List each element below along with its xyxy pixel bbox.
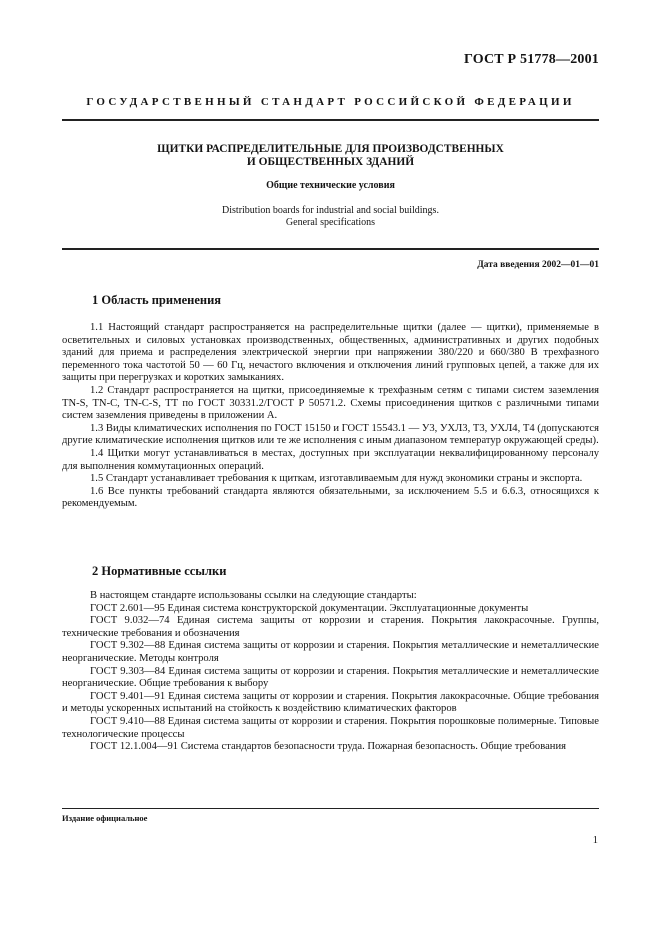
edition-note: Издание официальное [62,813,148,823]
document-title [62,143,599,169]
english-title-line-2: General specifications [285,217,376,228]
paragraph: 1.1 Настоящий стандарт распространяется на распределительные щитки (далее — щитки), применяемые в осветительных и силовых установках производственных, общественных, административных и других подобных зданий для приема и распределения электрической энергии при напряжении 380/220 и 660/380 В трехфазного переменного тока частотой 50 — 60 Гц, нечастого включения и отключения линий групповых цепей, а также для их защиты при перегрузках и коротких замыканиях. [62,322,599,384]
paragraph: 1.5 Стандарт устанавливает требования к щиткам, изготавливаемым для нужд экономики страны и экспорта. [90,473,583,485]
page-number: 1 [592,835,598,846]
section-heading-scope: 1 Область применения [92,293,222,307]
english-title [62,205,599,229]
paragraph: 1.6 Все пункты требований стандарта являются обязательными, за исключением 5.5 и 6.6.3, относящихся к рекомендуемым. [62,485,599,510]
reference-item: ГОСТ 2.601—95 Единая система конструкторской документации. Эксплуатационные документы [90,602,529,614]
reference-item: ГОСТ 9.401—91 Единая система защиты от коррозии и старения. Покрытия лакокрасочные. Общие требования и методы ускоренных испытаний на стойкость к воздействию климатических факторов [62,690,599,715]
section-heading-references: 2 Нормативные ссылки [92,564,227,578]
title-line-2: И ОБЩЕСТВЕННЫХ ЗДАНИЙ [246,156,415,168]
introduction-date: Дата введения 2002—01—01 [477,260,599,270]
paragraph: 1.2 Стандарт распространяется на щитки, присоединяемые к трехфазным сетям с типами систем заземления TN-S, TN-C, TN-C-S, TT по ГОСТ 30331.2/ГОСТ Р 50571.2. Схемы присоединения щитков с различными типами систем заземления приведены в приложении А. [62,384,599,422]
paragraph: 1.3 Виды климатических исполнения по ГОСТ 15150 и ГОСТ 15543.1 — У3, УХЛ3, Т3, УХЛ4, Т4 (допускаются другие климатические исполнения щитков или те же исполнения с иным диапазоном температур окружающей среды). [62,422,599,447]
footer-rule [62,808,599,809]
paragraph: В настоящем стандарте использованы ссылки на следующие стандарты: [90,590,417,601]
paragraph: 1.4 Щитки могут устанавливаться в местах, доступных при эксплуатации неквалифицированному персоналу для выполнения коммутационных операций. [62,447,599,472]
title-rule [62,248,599,250]
english-title-line-1: Distribution boards for industrial and social buildings. [222,205,439,216]
reference-item: ГОСТ 9.032—74 Единая система защиты от коррозии и старения. Покрытия лакокрасочные. Группы, технические требования и обозначения [62,615,599,639]
reference-item: ГОСТ 12.1.004—91 Система стандартов безопасности труда. Пожарная безопасность. Общие требования [90,741,566,753]
standard-banner: ГОСУДАРСТВЕННЫЙ СТАНДАРТ РОССИЙСКОЙ ФЕДЕРАЦИИ [86,96,575,108]
reference-item: ГОСТ 9.302—88 Единая система защиты от коррозии и старения. Покрытия металлические и неметаллические неорганические. Методы контроля [62,640,599,664]
reference-item: ГОСТ 9.303—84 Единая система защиты от коррозии и старения. Покрытия металлические и неметаллические неорганические. Общие требования к выбору [62,665,599,690]
document-code: ГОСТ Р 51778—2001 [463,52,599,67]
title-line-1: ЩИТКИ РАСПРЕДЕЛИТЕЛЬНЫЕ ДЛЯ ПРОИЗВОДСТВЕННЫХ [157,143,504,155]
section-body-scope [62,322,599,511]
reference-item: ГОСТ 9.410—88 Единая система защиты от коррозии и старения. Покрытия порошковые полимерные. Типовые технологические процессы [62,715,599,740]
banner-rule [62,119,599,121]
document-subtitle: Общие технические условия [266,180,395,191]
section-body-references [62,590,599,754]
